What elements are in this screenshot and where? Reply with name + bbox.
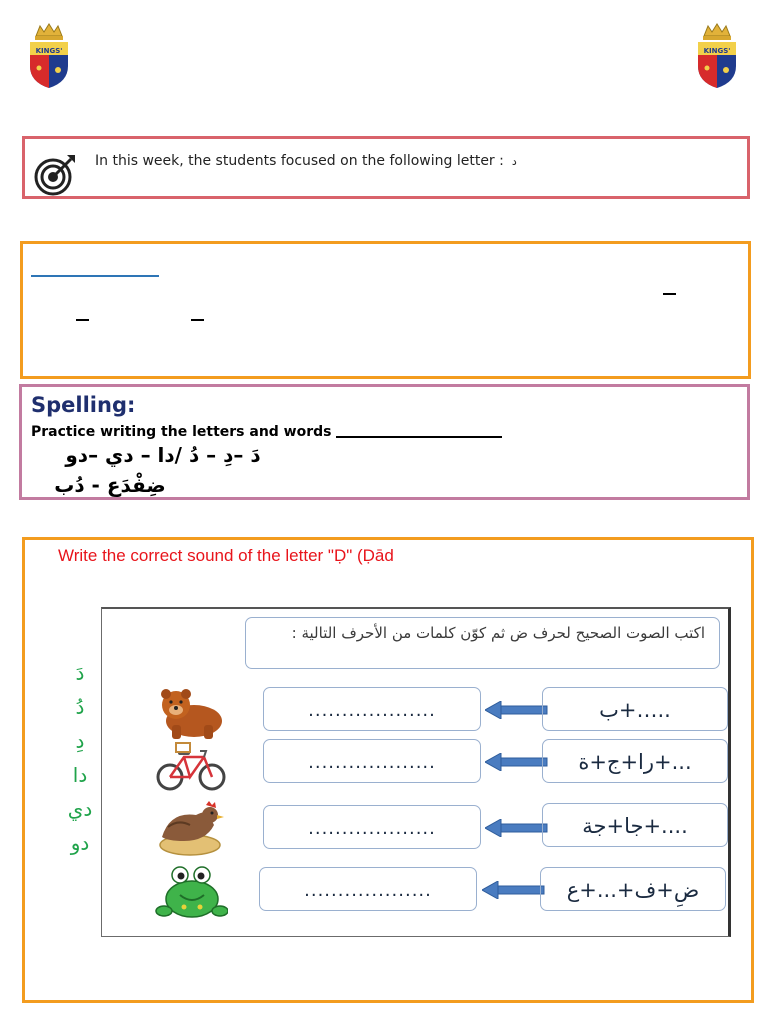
spelling-letters: دَ –دِ – دُ /دا – دي –دو (65, 443, 261, 467)
goal-text (95, 153, 517, 169)
arrow-left-icon (482, 881, 546, 899)
arrow-left-icon (485, 819, 549, 837)
clue-box: ...+را+ج+ة (542, 739, 728, 783)
clue-box: ضِ+ف+...+ع (540, 867, 726, 911)
sound-option: دي (67, 797, 93, 821)
frog-icon (154, 865, 228, 921)
spelling-instruction (31, 424, 502, 440)
sound-list (55, 656, 105, 860)
worksheet-row (102, 739, 732, 789)
dash-mark (663, 293, 676, 295)
sound-option: دا (72, 763, 88, 787)
sound-option: دَ (75, 661, 85, 685)
sound-option: دو (70, 831, 90, 855)
worksheet-row (102, 685, 732, 735)
hen-icon (154, 801, 228, 857)
answer-box[interactable]: ................... (259, 867, 477, 911)
clue-box: ....+جا+جة (542, 803, 728, 847)
spelling-instruction-text: Practice writing the letters and words (31, 424, 332, 440)
answer-box[interactable]: ................... (263, 805, 481, 849)
bicycle-icon (154, 739, 228, 795)
logo-text: KINGS' (703, 47, 731, 55)
school-logo-right (694, 22, 740, 90)
worksheet-row (102, 801, 732, 851)
target-icon (33, 151, 79, 197)
kings-school-crest-icon (26, 22, 72, 90)
focus-letter: د (511, 155, 517, 168)
goal-sentence: In this week, the students focused on the following letter : (95, 153, 504, 169)
arrow-left-icon (485, 701, 549, 719)
worksheet-instruction: اكتب الصوت الصحيح لحرف ض ثم كوّن كلمات من الأحرف التالية : (245, 617, 720, 669)
sound-option: دُ (75, 695, 85, 719)
answer-box[interactable]: ................... (263, 739, 481, 783)
dash-mark (191, 319, 204, 321)
arrow-left-icon (485, 753, 549, 771)
bear-icon (154, 685, 228, 741)
writing-box (20, 241, 751, 379)
blue-underline (31, 275, 159, 277)
logo-text: KINGS' (35, 47, 63, 55)
worksheet-row (102, 865, 732, 915)
kings-school-crest-icon (694, 22, 740, 90)
sound-option: دِ (75, 729, 85, 753)
answer-line (336, 436, 502, 438)
clue-box: ..…+ب (542, 687, 728, 731)
spelling-title: Spelling: (31, 393, 136, 417)
worksheet-image (101, 607, 731, 937)
exercise-box (22, 537, 754, 1003)
dash-mark (76, 319, 89, 321)
spelling-box (19, 384, 750, 500)
weekly-goal-box (22, 136, 750, 199)
answer-box[interactable]: ................... (263, 687, 481, 731)
school-logo-left (26, 22, 72, 90)
spelling-words: ضِفْدَع - دُب (54, 473, 166, 497)
exercise-title: Write the correct sound of the letter "Ḍ" (Ḍād (58, 546, 394, 565)
